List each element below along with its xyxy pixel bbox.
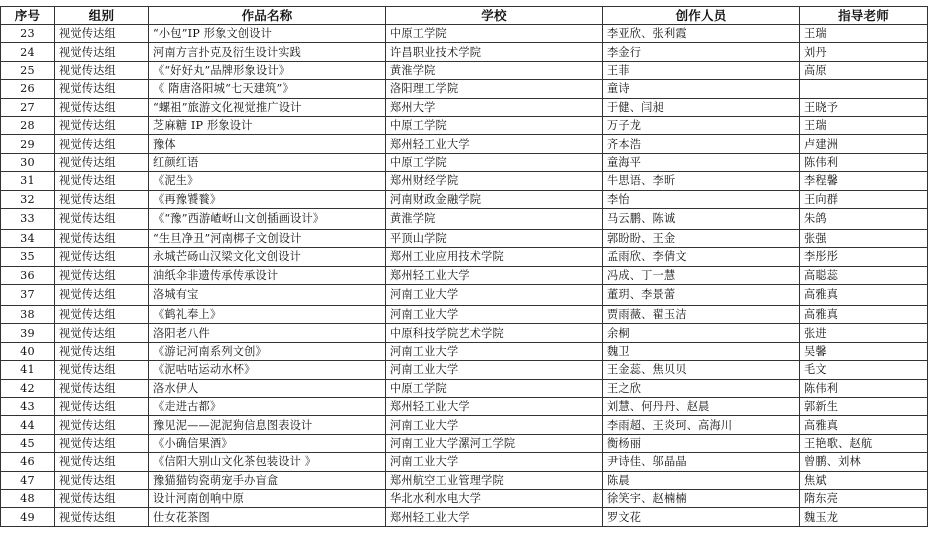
row-group: 视觉传达组	[55, 398, 149, 416]
table-row	[1, 398, 928, 416]
row-authors: 罗文花	[603, 508, 800, 526]
row-authors: 李雨超、王炎珂、高海川	[603, 416, 800, 434]
table-row	[1, 361, 928, 379]
row-authors: 万子龙	[603, 116, 800, 134]
row-group: 视觉传达组	[55, 208, 149, 229]
row-title: 《游记河南系列文创》	[149, 342, 386, 360]
row-index: 37	[1, 285, 55, 306]
row-title: 《泥咕咕运动水杯》	[149, 361, 386, 379]
row-school: 郑州轻工业大学	[386, 398, 603, 416]
row-authors: 尹诗佳、邬晶晶	[603, 453, 800, 471]
row-group: 视觉传达组	[55, 489, 149, 507]
row-advisor: 王晓予	[800, 98, 928, 116]
row-advisor: 王向群	[800, 190, 928, 208]
row-index: 36	[1, 266, 55, 284]
row-index: 44	[1, 416, 55, 434]
row-group: 视觉传达组	[55, 229, 149, 247]
row-advisor: 高聪蕊	[800, 266, 928, 284]
row-advisor: 高雅真	[800, 306, 928, 324]
table-row	[1, 379, 928, 397]
row-index: 43	[1, 398, 55, 416]
row-advisor: 陈伟利	[800, 379, 928, 397]
row-school: 黄淮学院	[386, 61, 603, 79]
row-index: 38	[1, 306, 55, 324]
row-title: 《泥生》	[149, 172, 386, 190]
row-school: 郑州轻工业大学	[386, 266, 603, 284]
table-row	[1, 471, 928, 489]
row-index: 26	[1, 80, 55, 98]
row-authors: 牛思语、李昕	[603, 172, 800, 190]
row-advisor: 毛文	[800, 361, 928, 379]
row-authors: 衡杨丽	[603, 434, 800, 452]
row-authors: 李怡	[603, 190, 800, 208]
row-school: 河南工业大学漯河工学院	[386, 434, 603, 452]
row-title: “螺祖”旅游文化视觉推广设计	[149, 98, 386, 116]
row-group: 视觉传达组	[55, 25, 149, 43]
row-title: 《再豫饕餮》	[149, 190, 386, 208]
table-row	[1, 266, 928, 284]
row-advisor: 高雅真	[800, 285, 928, 306]
row-index: 49	[1, 508, 55, 526]
table-row	[1, 172, 928, 190]
row-group: 视觉传达组	[55, 248, 149, 266]
row-title: 《鹤礼奉上》	[149, 306, 386, 324]
row-advisor: 李彤彤	[800, 248, 928, 266]
table-row	[1, 434, 928, 452]
table-row	[1, 229, 928, 247]
row-school: 河南工业大学	[386, 416, 603, 434]
row-title: 河南方言扑克及衍生设计实践	[149, 43, 386, 61]
row-group: 视觉传达组	[55, 153, 149, 171]
row-index: 33	[1, 208, 55, 229]
row-index: 39	[1, 324, 55, 342]
table-row	[1, 416, 928, 434]
row-index: 30	[1, 153, 55, 171]
row-title: 仕女花茶图	[149, 508, 386, 526]
row-index: 27	[1, 98, 55, 116]
row-school: 平顶山学院	[386, 229, 603, 247]
row-index: 41	[1, 361, 55, 379]
row-advisor: 张强	[800, 229, 928, 247]
row-group: 视觉传达组	[55, 342, 149, 360]
row-group: 视觉传达组	[55, 61, 149, 79]
row-authors: 董玥、李景蕾	[603, 285, 800, 306]
table-row	[1, 153, 928, 171]
row-title: 设计河南创响中原	[149, 489, 386, 507]
row-advisor: 王艳歌、赵航	[800, 434, 928, 452]
row-title: “小包”IP 形象文创设计	[149, 25, 386, 43]
row-index: 48	[1, 489, 55, 507]
row-school: 河南工业大学	[386, 342, 603, 360]
header-index: 序号	[1, 7, 55, 25]
table-row	[1, 208, 928, 229]
row-index: 47	[1, 471, 55, 489]
row-school: 郑州大学	[386, 98, 603, 116]
row-advisor: 高原	[800, 61, 928, 79]
row-group: 视觉传达组	[55, 172, 149, 190]
table-row	[1, 116, 928, 134]
row-index: 24	[1, 43, 55, 61]
row-title: “生旦净丑”河南梆子文创设计	[149, 229, 386, 247]
row-group: 视觉传达组	[55, 471, 149, 489]
row-group: 视觉传达组	[55, 361, 149, 379]
row-authors: 于健、闫昶	[603, 98, 800, 116]
row-group: 视觉传达组	[55, 190, 149, 208]
row-authors: 王金蕊、焦贝贝	[603, 361, 800, 379]
row-authors: 郭盼盼、王金	[603, 229, 800, 247]
row-group: 视觉传达组	[55, 98, 149, 116]
table-row	[1, 135, 928, 153]
row-index: 25	[1, 61, 55, 79]
row-index: 40	[1, 342, 55, 360]
row-title: 洛水伊人	[149, 379, 386, 397]
row-advisor: 焦斌	[800, 471, 928, 489]
row-group: 视觉传达组	[55, 324, 149, 342]
row-title: 豫体	[149, 135, 386, 153]
row-index: 23	[1, 25, 55, 43]
header-group: 组别	[55, 7, 149, 25]
row-school: 河南工业大学	[386, 361, 603, 379]
row-authors: 马云鹏、陈诚	[603, 208, 800, 229]
row-school: 河南工业大学	[386, 306, 603, 324]
row-advisor: 张进	[800, 324, 928, 342]
row-index: 28	[1, 116, 55, 134]
row-advisor: 魏玉龙	[800, 508, 928, 526]
row-index: 35	[1, 248, 55, 266]
row-index: 31	[1, 172, 55, 190]
row-school: 郑州轻工业大学	[386, 135, 603, 153]
row-index: 32	[1, 190, 55, 208]
row-title: 《“好好丸”品牌形象设计》	[149, 61, 386, 79]
row-authors: 童海平	[603, 153, 800, 171]
row-school: 郑州轻工业大学	[386, 508, 603, 526]
row-school: 中原工学院	[386, 379, 603, 397]
row-authors: 魏卫	[603, 342, 800, 360]
row-authors: 李亚欣、张利霞	[603, 25, 800, 43]
row-group: 视觉传达组	[55, 116, 149, 134]
table-row	[1, 508, 928, 526]
row-school: 郑州财经学院	[386, 172, 603, 190]
row-index: 42	[1, 379, 55, 397]
row-advisor: 吴馨	[800, 342, 928, 360]
row-title: 永城芒砀山汉梁文化文创设计	[149, 248, 386, 266]
row-title: 洛城有宝	[149, 285, 386, 306]
header-title: 作品名称	[149, 7, 386, 25]
row-advisor: 李程馨	[800, 172, 928, 190]
row-authors: 余桐	[603, 324, 800, 342]
row-group: 视觉传达组	[55, 80, 149, 98]
table-row	[1, 80, 928, 98]
row-school: 华北水利水电大学	[386, 489, 603, 507]
row-title: 《小确信果酒》	[149, 434, 386, 452]
row-authors: 李金行	[603, 43, 800, 61]
row-school: 中原工学院	[386, 116, 603, 134]
award-table	[0, 6, 928, 527]
table-row	[1, 190, 928, 208]
header-row	[1, 7, 928, 25]
row-advisor: 隋东亮	[800, 489, 928, 507]
row-group: 视觉传达组	[55, 508, 149, 526]
row-advisor: 曾鹏、刘林	[800, 453, 928, 471]
row-school: 中原工学院	[386, 153, 603, 171]
row-authors: 孟雨欣、李倩文	[603, 248, 800, 266]
row-title: 《“豫”西游嵖岈山文创插画设计》	[149, 208, 386, 229]
row-advisor: 王瑞	[800, 25, 928, 43]
row-school: 河南财政金融学院	[386, 190, 603, 208]
row-advisor: 高雅真	[800, 416, 928, 434]
row-title: 《走进古都》	[149, 398, 386, 416]
row-index: 45	[1, 434, 55, 452]
row-school: 许昌职业技术学院	[386, 43, 603, 61]
row-school: 郑州航空工业管理学院	[386, 471, 603, 489]
row-school: 中原工学院	[386, 25, 603, 43]
table-row	[1, 342, 928, 360]
row-school: 河南工业大学	[386, 453, 603, 471]
row-title: 《信阳大别山文化茶包装设计 》	[149, 453, 386, 471]
row-group: 视觉传达组	[55, 379, 149, 397]
row-authors: 刘慧、何丹丹、赵晨	[603, 398, 800, 416]
table-row	[1, 324, 928, 342]
row-title: 芝麻糖 IP 形象设计	[149, 116, 386, 134]
row-index: 34	[1, 229, 55, 247]
row-index: 29	[1, 135, 55, 153]
table-row	[1, 61, 928, 79]
row-group: 视觉传达组	[55, 43, 149, 61]
row-authors: 陈晨	[603, 471, 800, 489]
table-row	[1, 43, 928, 61]
table-row	[1, 98, 928, 116]
row-group: 视觉传达组	[55, 434, 149, 452]
row-authors: 徐笑宇、赵楠楠	[603, 489, 800, 507]
row-school: 郑州工业应用技术学院	[386, 248, 603, 266]
row-title: 油纸伞非遗传承传承设计	[149, 266, 386, 284]
row-authors: 王菲	[603, 61, 800, 79]
row-group: 视觉传达组	[55, 453, 149, 471]
row-authors: 齐本浩	[603, 135, 800, 153]
row-index: 46	[1, 453, 55, 471]
table-row	[1, 453, 928, 471]
row-title: 豫见泥——泥泥狗信息图表设计	[149, 416, 386, 434]
table-row	[1, 306, 928, 324]
header-advisor: 指导老师	[800, 7, 928, 25]
row-advisor: 王瑞	[800, 116, 928, 134]
row-title: 洛阳老八件	[149, 324, 386, 342]
row-school: 河南工业大学	[386, 285, 603, 306]
row-advisor: 刘丹	[800, 43, 928, 61]
row-authors: 贾雨薇、翟玉洁	[603, 306, 800, 324]
table-row	[1, 248, 928, 266]
table-row	[1, 25, 928, 43]
row-advisor	[800, 80, 928, 98]
header-authors: 创作人员	[603, 7, 800, 25]
row-school: 洛阳理工学院	[386, 80, 603, 98]
row-title: 《 隋唐洛阳城“七天建筑”》	[149, 80, 386, 98]
row-title: 红颜红语	[149, 153, 386, 171]
header-school: 学校	[386, 7, 603, 25]
row-group: 视觉传达组	[55, 285, 149, 306]
row-group: 视觉传达组	[55, 416, 149, 434]
row-authors: 童诗	[603, 80, 800, 98]
row-advisor: 郭新生	[800, 398, 928, 416]
table-row	[1, 489, 928, 507]
row-authors: 冯成、丁一慧	[603, 266, 800, 284]
row-school: 黄淮学院	[386, 208, 603, 229]
row-school: 中原科技学院艺术学院	[386, 324, 603, 342]
row-title: 豫猫猫钧瓷萌宠手办盲盒	[149, 471, 386, 489]
table-body	[1, 25, 928, 527]
row-group: 视觉传达组	[55, 135, 149, 153]
row-advisor: 朱鸽	[800, 208, 928, 229]
row-group: 视觉传达组	[55, 306, 149, 324]
table-row	[1, 285, 928, 306]
row-advisor: 卢建洲	[800, 135, 928, 153]
row-group: 视觉传达组	[55, 266, 149, 284]
row-advisor: 陈伟利	[800, 153, 928, 171]
row-authors: 王之欣	[603, 379, 800, 397]
